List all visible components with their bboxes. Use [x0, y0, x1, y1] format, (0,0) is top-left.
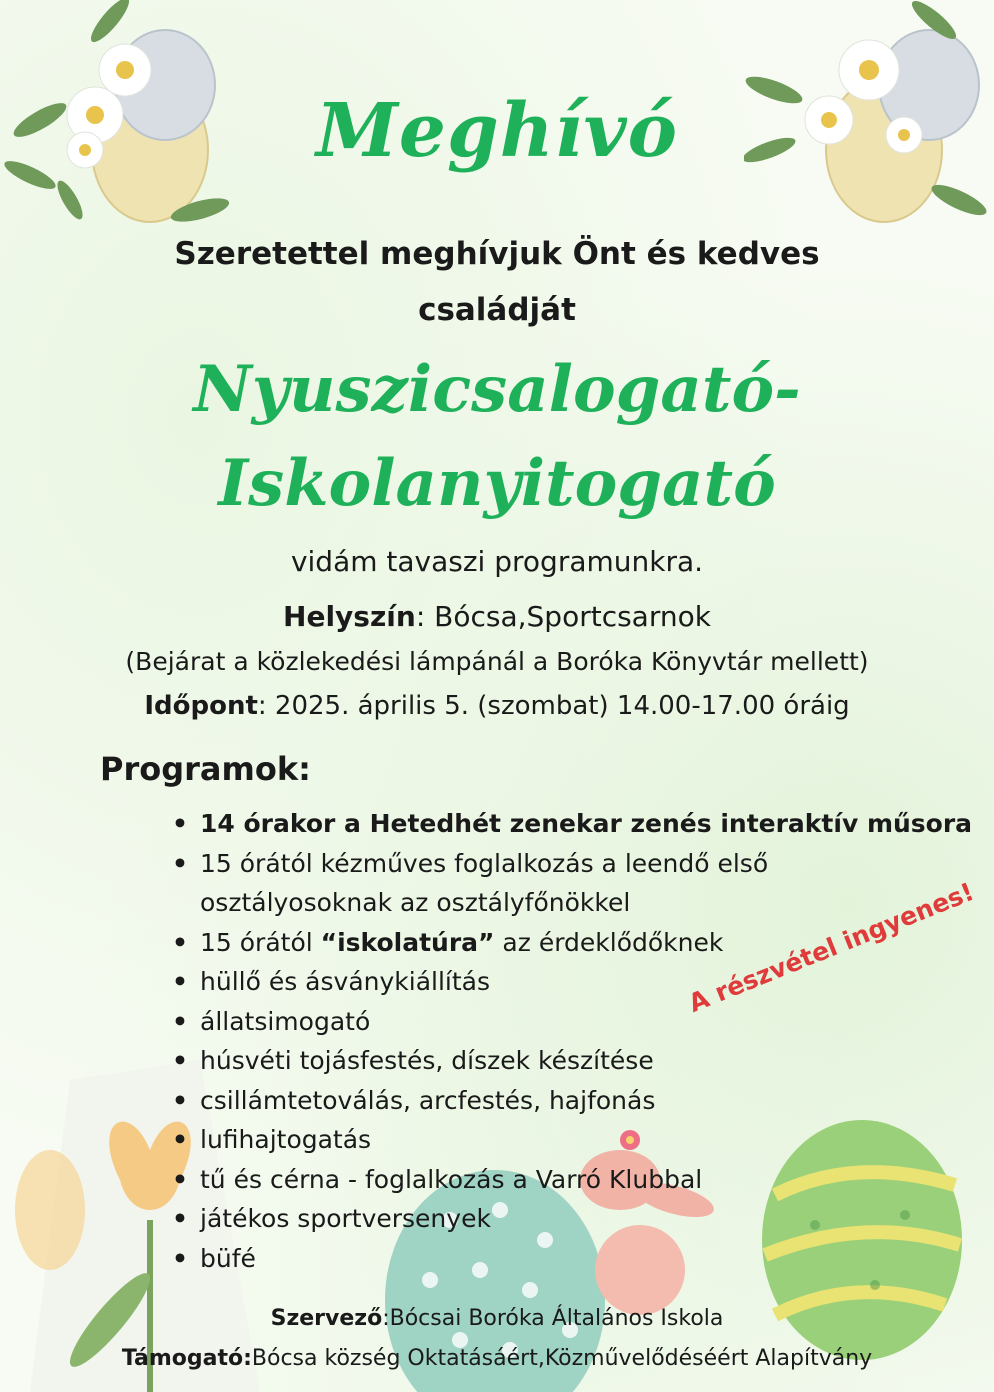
time-line	[0, 691, 994, 721]
time-label: Időpont	[144, 691, 258, 721]
list-item-text: 15 órától	[200, 927, 321, 957]
intro-text-line1: Szeretettel meghívjuk Önt és kedves	[174, 236, 820, 272]
list-item: • hüllő és ásványkiállítás	[172, 962, 982, 1002]
list-item-highlight: “iskolatúra”	[320, 927, 495, 957]
program-list	[172, 804, 982, 1278]
list-item: • csillámtetoválás, arcfestés, hajfonás	[172, 1081, 982, 1121]
location-label: Helyszín	[283, 600, 416, 633]
free-admission-note: A részvétel ingyenes!	[684, 876, 978, 1018]
list-item: • büfé	[172, 1239, 982, 1279]
list-item: • játékos sportversenyek	[172, 1199, 982, 1239]
supporter-label: Támogató:	[121, 1346, 252, 1371]
programs-heading: Programok:	[100, 750, 311, 788]
list-item: • húsvéti tojásfestés, díszek készítése	[172, 1041, 982, 1081]
organizer-value: :Bócsai Boróka Általános Iskola	[382, 1306, 724, 1331]
location-line	[0, 600, 994, 633]
event-name-line1: Nyuszicsalogató-	[193, 352, 801, 427]
tagline: vidám tavaszi programunkra.	[290, 545, 704, 578]
list-item	[172, 844, 800, 923]
organizer-label: Szervező	[270, 1306, 383, 1331]
organizer-line	[0, 1306, 994, 1331]
list-item: • állatsimogató	[172, 1002, 982, 1042]
list-item: • lufihajtogatás	[172, 1120, 982, 1160]
supporter-line	[0, 1346, 994, 1371]
list-item-text: 15 órától kézműves foglalkozás a leendő első osztályosoknak az osztályfőnökkel	[200, 848, 769, 917]
list-item-text: az érdeklődőknek	[494, 927, 724, 957]
location-value: : Bócsa,Sportcsarnok	[415, 600, 711, 633]
intro-text-line2: családját	[418, 292, 576, 328]
entrance-note: (Bejárat a közlekedési lámpánál a Boróka Könyvtár mellett)	[125, 647, 869, 676]
time-value: : 2025. április 5. (szombat) 14.00-17.00 óráig	[257, 691, 850, 721]
list-item: • tű és cérna - foglalkozás a Varró Klubbal	[172, 1160, 982, 1200]
page-title: Meghívó	[315, 88, 678, 174]
event-name-line2: Iskolanyitogató	[218, 446, 776, 521]
supporter-value: Bócsa község Oktatásáért,Közművelődéséért Alapítvány	[251, 1346, 873, 1371]
list-item: • 14 órakor a Hetedhét zenekar zenés interaktív műsora	[172, 804, 982, 844]
